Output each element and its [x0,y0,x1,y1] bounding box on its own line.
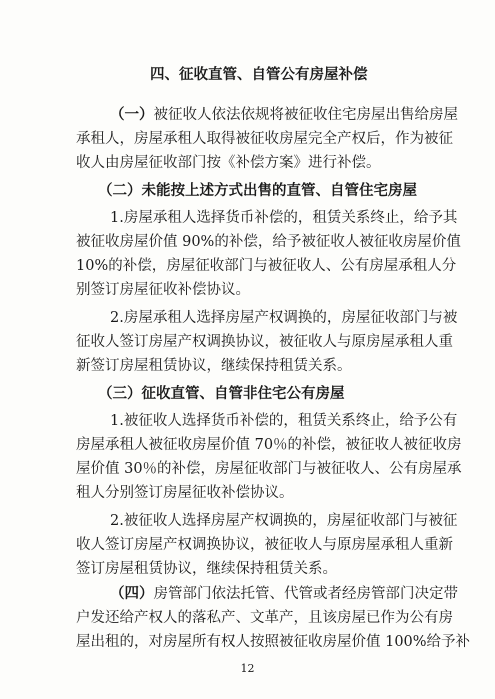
section-title: 四、征收直管、自管公有房屋补偿 [150,67,368,83]
para1-line-2: 承租人，房屋承租人取得被征收房屋完全产权后，作为被征 [76,131,453,147]
para3-2-line-3: 签订房屋租赁协议，继续保持租赁关系。 [76,561,337,577]
para3-1-line-2: 房屋承租人被征收房屋价值 70％的补偿，被征收人被征收房 [76,437,462,453]
para2-2-line-1: 2.房屋承租人选择房屋产权调换的，房屋征收部门与被 [110,310,458,326]
para2-1-line-1: 1.房屋承租人选择货币补偿的，租赁关系终止，给予其 [110,210,458,226]
para4-line-2: 户发还给产权人的落私产、文革产，且该房屋已作为公有房 [76,610,453,626]
para3-1-line-3: 屋价值 30％的补偿，房屋征收部门与被征收人、公有房屋承 [76,461,462,477]
para2-1-line-2: 被征收房屋价值 90%的补偿，给予被征收人被征收房屋价值 [76,234,461,250]
para2-1-line-4: 别签订房屋征收补偿协议。 [76,282,250,298]
para2-2-line-2: 征收人签订房屋产权调换协议，被征收人与原房屋承租人重 [76,334,453,350]
para4-marker: （四） [110,586,154,602]
heading-2: （二）未能按上述方式出售的直管、自管住宅房屋 [98,183,417,199]
para3-2-line-2: 收人签订房屋产权调换协议，被征收人与原房屋承租人重新 [76,537,453,553]
para3-1-line-4: 租人分别签订房屋征收补偿协议。 [76,485,294,501]
heading-3: （三）征收直管、自管非住宅公有房屋 [98,386,345,402]
para1-line-1: （一）被征收人依法依规将被征收住宅房屋出售给房屋 [110,107,458,123]
para3-2-line-1: 2.被征收人选择房屋产权调换的，房屋征收部门与被征 [110,513,458,529]
para1-line-3: 收人由房屋征收部门按《补偿方案》进行补偿。 [76,155,381,171]
para2-1-line-3: 10%的补偿，房屋征收部门与被征收人、公有房屋承租人分 [76,258,457,274]
para2-2-line-3: 新签订房屋租赁协议，继续保持租赁关系。 [76,358,352,374]
page-number: 12 [240,662,255,675]
para3-1-line-1: 1.被征收人选择货币补偿的，租赁关系终止，给予公有 [110,413,458,429]
para4-line-3: 屋出租的，对房屋所有权人按照被征收房屋价值 100%给予补 [76,634,471,650]
para1-marker: （一） [110,107,154,123]
para4-line-1: （四）房管部门依法托管、代管或者经房管部门决定带 [110,586,458,602]
